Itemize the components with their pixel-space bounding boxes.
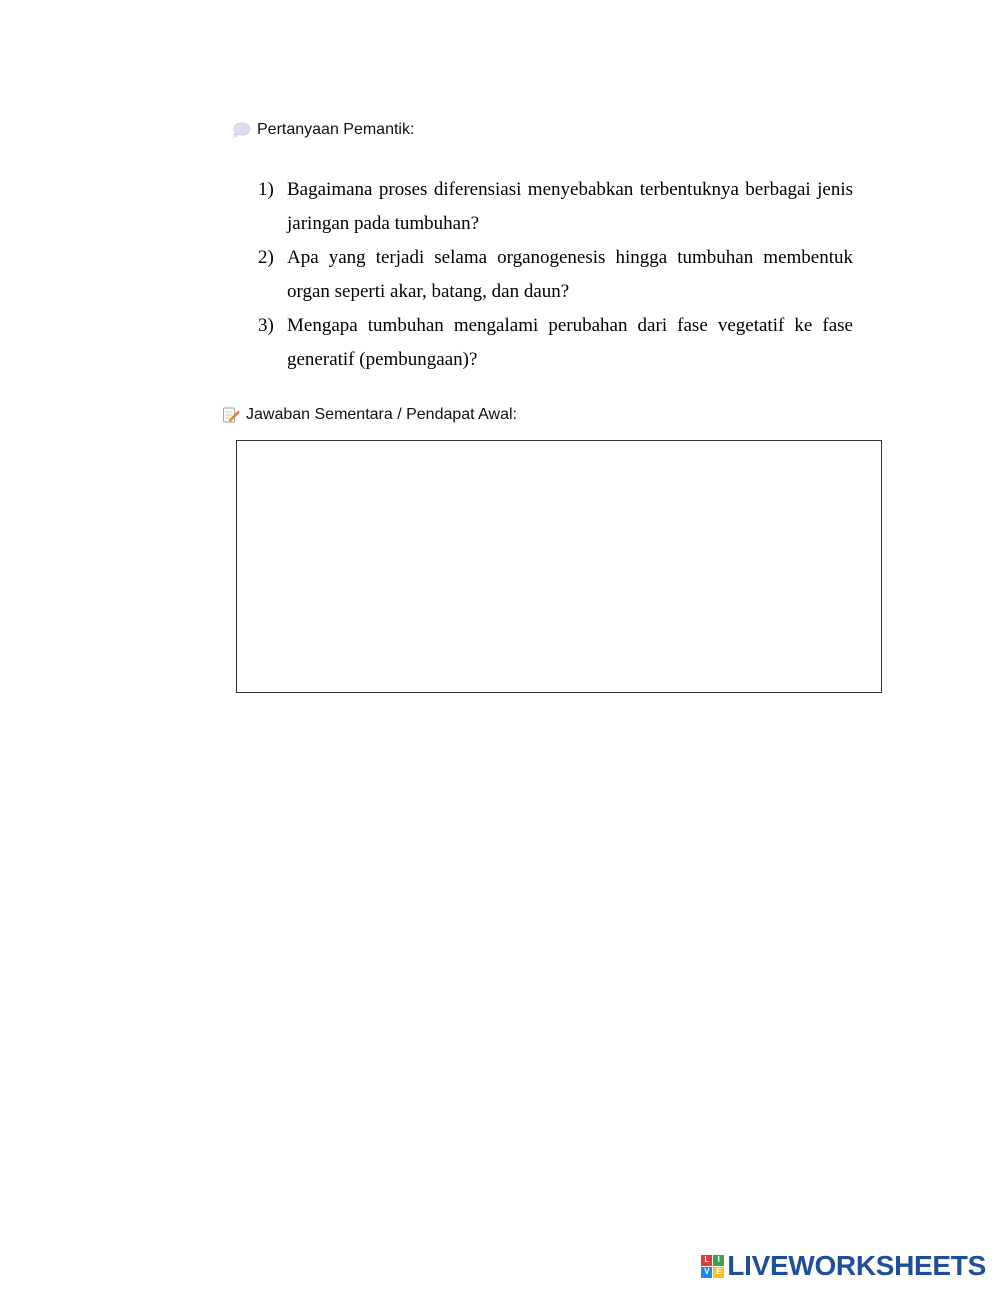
question-text: Bagaimana proses diferensiasi menyebabkan terbentuknya berbagai jenis jaringan pada tumbuhan? <box>287 179 853 234</box>
liveworksheets-logo <box>701 1252 986 1280</box>
question-text: Mengapa tumbuhan mengalami perubahan dari fase vegetatif ke fase generatif (pembungaan)? <box>287 315 853 370</box>
answer-section-heading <box>222 406 517 424</box>
question-section-heading <box>231 121 414 139</box>
logo-letter: E <box>713 1267 724 1278</box>
list-item <box>258 173 853 241</box>
question-number: 2) <box>258 247 274 268</box>
question-number: 3) <box>258 315 274 336</box>
logo-letter: I <box>713 1255 724 1266</box>
answer-input-box[interactable] <box>236 440 882 693</box>
question-text: Apa yang terjadi selama organogenesis hingga tumbuhan membentuk organ seperti akar, batang, dan daun? <box>287 247 853 302</box>
list-item <box>258 241 853 309</box>
logo-letter: V <box>701 1267 712 1278</box>
brand-name: LIVEWORKSHEETS <box>727 1250 986 1281</box>
list-item <box>258 309 853 377</box>
question-list <box>258 173 853 377</box>
logo-letter: L <box>701 1255 712 1266</box>
thought-bubble-icon <box>231 121 251 139</box>
answer-section-title: Jawaban Sementara / Pendapat Awal: <box>246 406 517 423</box>
logo-grid-icon <box>701 1255 724 1278</box>
memo-pencil-icon <box>222 406 240 424</box>
question-number: 1) <box>258 179 274 200</box>
question-section-title: Pertanyaan Pemantik: <box>257 121 415 138</box>
